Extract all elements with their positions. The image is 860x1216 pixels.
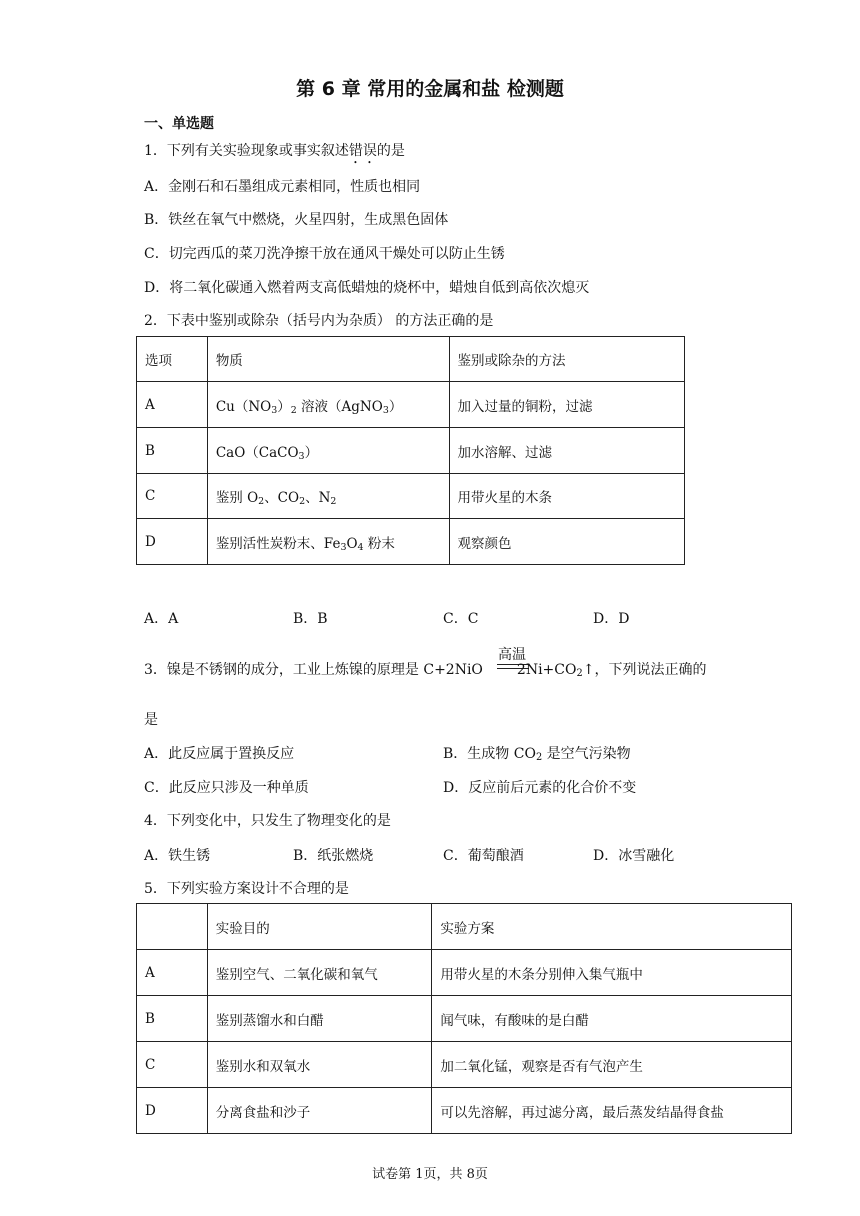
table-row <box>137 950 792 996</box>
table-cell: 鉴别蒸馏水和白醋 <box>207 996 432 1042</box>
table-header <box>137 904 208 950</box>
table-cell: 鉴别 $O_2$、$CO_2$、$N_2$ <box>207 474 449 519</box>
q3-product: 2Ni+CO <box>516 662 577 678</box>
table-cell: 分离食盐和沙子 <box>207 1088 432 1134</box>
q3-option-a: A．此反应属于置换反应 <box>144 746 295 762</box>
q3-stem-text: 3．镍是不锈钢的成分，工业上炼镍的原理是 C+2NiO <box>144 662 483 678</box>
table-header: 实验方案 <box>432 904 792 950</box>
table-cell: CaO（CaCO$_3$） <box>207 428 449 474</box>
q1-option-d: D．将二氧化碳通入燃着两支高低蜡烛的烧杯中，蜡烛自低到高依次熄灭 <box>144 280 590 296</box>
table-header-row <box>137 904 792 950</box>
q4-option-c: C．葡萄酿酒 <box>443 848 524 864</box>
q3-stem-end: ↑，下列说法正确的 <box>582 662 707 678</box>
q2-stem: 2．下表中鉴别或除杂（括号内为杂质） 的方法正确的是 <box>144 313 494 329</box>
q2-option-c: C．C <box>443 611 479 627</box>
q3-stem-continued: 是 <box>144 712 158 728</box>
page-footer: 试卷第 1页，共 8页 <box>372 1167 488 1182</box>
table-header: 实验目的 <box>207 904 432 950</box>
table-cell: A <box>137 950 208 996</box>
q1-emphasis: 错误 <box>348 143 377 159</box>
q4-option-d: D．冰雪融化 <box>593 848 675 864</box>
q3-subscript: 2 <box>576 668 583 679</box>
table-cell: D <box>137 1088 208 1134</box>
q3-option-b: B．生成物 $CO_2$ 是空气污染物 <box>443 746 631 763</box>
table-header: 选项 <box>137 337 208 382</box>
table-cell: 用带火星的木条 <box>449 474 684 519</box>
table-header: 物质 <box>207 337 449 382</box>
q5-table <box>136 903 792 1134</box>
table-header: 鉴别或除杂的方法 <box>449 337 684 382</box>
q1-option-a: A．金刚石和石墨组成元素相同，性质也相同 <box>144 179 421 195</box>
table-cell: B <box>137 996 208 1042</box>
q1-stem-text: 1．下列有关实验现象或事实叙述 <box>144 143 349 159</box>
table-row <box>137 382 685 428</box>
q4-option-b: B．纸张燃烧 <box>293 848 374 864</box>
table-cell: 闻气味，有酸味的是白醋 <box>432 996 792 1042</box>
q1-option-b: B．铁丝在氧气中燃烧，火星四射，生成黑色固体 <box>144 212 449 228</box>
table-cell: 加入过量的铜粉，过滤 <box>449 382 684 428</box>
table-cell: C <box>137 1042 208 1088</box>
table-cell: 加水溶解、过滤 <box>449 428 684 474</box>
table-cell: 鉴别水和双氧水 <box>207 1042 432 1088</box>
table-row <box>137 996 792 1042</box>
q1-stem <box>144 140 405 167</box>
table-cell: 鉴别活性炭粉末、$Fe_3O_4$ 粉末 <box>207 519 449 565</box>
q2-option-b: B．B <box>293 611 328 627</box>
section-heading: 一、单选题 <box>144 116 214 132</box>
table-cell: 观察颜色 <box>449 519 684 565</box>
reaction-condition: 高温 <box>498 647 526 663</box>
table-cell: 用带火星的木条分别伸入集气瓶中 <box>432 950 792 996</box>
table-cell: 鉴别空气、二氧化碳和氧气 <box>207 950 432 996</box>
table-header-row <box>137 337 685 382</box>
table-cell: D <box>137 519 208 565</box>
table-cell: C <box>137 474 208 519</box>
table-cell: 加二氧化锰，观察是否有气泡产生 <box>432 1042 792 1088</box>
page-title: 第 6 章 常用的金属和盐 检测题 <box>296 78 564 100</box>
table-row <box>137 519 685 565</box>
q5-stem: 5．下列实验方案设计不合理的是 <box>144 881 349 897</box>
q2-table <box>136 336 685 565</box>
q3-option-d: D．反应前后元素的化合价不变 <box>443 780 637 796</box>
q3-option-c: C．此反应只涉及一种单质 <box>144 780 309 796</box>
table-row <box>137 1088 792 1134</box>
q1-option-c: C．切完西瓜的菜刀洗净擦干放在通风干燥处可以防止生锈 <box>144 246 505 262</box>
q4-stem: 4．下列变化中，只发生了物理变化的是 <box>144 813 391 829</box>
q4-option-a: A．铁生锈 <box>144 848 211 864</box>
table-cell: B <box>137 428 208 474</box>
table-cell: $Cu(NO_3)_2$ 溶液（AgNO$_3$） <box>207 382 449 428</box>
q1-stem-end: 的是 <box>376 143 405 159</box>
table-row <box>137 1042 792 1088</box>
table-cell: A <box>137 382 208 428</box>
table-cell: 可以先溶解，再过滤分离，最后蒸发结晶得食盐 <box>432 1088 792 1134</box>
table-row <box>137 474 685 519</box>
table-row <box>137 428 685 474</box>
q2-option-d: D．D <box>593 611 630 627</box>
q2-option-a: A．A <box>144 611 179 627</box>
q3-stem <box>144 659 706 679</box>
